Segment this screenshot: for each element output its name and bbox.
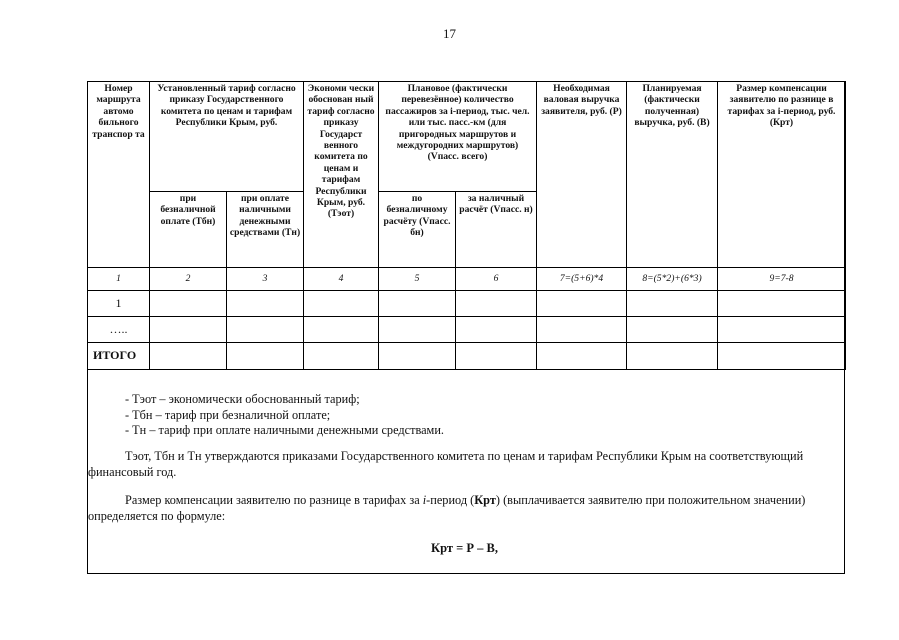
column-number: 9=7-8 bbox=[718, 268, 846, 291]
header-tariff-cash: при оплате наличными денежными средствами (Тн) bbox=[227, 192, 304, 268]
table-cell bbox=[537, 317, 627, 343]
table-cell bbox=[227, 291, 304, 317]
column-number: 7=(5+6)*4 bbox=[537, 268, 627, 291]
table-cell bbox=[150, 291, 227, 317]
header-econ-tariff: Экономи чески обоснован ный тариф согласно приказу Государст венного комитета по ценам и тарифам Республики Крым, руб. (Тэот) bbox=[304, 82, 379, 268]
column-number: 4 bbox=[304, 268, 379, 291]
row-label: ….. bbox=[88, 317, 150, 343]
formula: Крт = Р – В, bbox=[431, 541, 498, 555]
table-cell bbox=[379, 317, 456, 343]
header-route-number: Номер маршрута автомо бильного транспор та bbox=[88, 82, 150, 268]
total-label: ИТОГО bbox=[88, 343, 150, 370]
table-cell bbox=[537, 291, 627, 317]
table-cell bbox=[627, 343, 718, 370]
column-number: 1 bbox=[88, 268, 150, 291]
header-compensation: Размер компенсации заявителю по разнице в тарифах за i-период, руб. (Крт) bbox=[718, 82, 846, 268]
table-cell bbox=[537, 343, 627, 370]
header-passengers: Плановое (фактически перевезённое) количество пассажиров за i-период, тыс. чел. или тыс. пасс.-км (для пригородных маршрутов и междугородних маршрутов) (Vпасс. всего) bbox=[379, 82, 537, 192]
table-cell bbox=[718, 343, 846, 370]
column-number: 5 bbox=[379, 268, 456, 291]
table-cell bbox=[304, 343, 379, 370]
header-gross-revenue: Необходимая валовая выручка заявителя, руб. (Р) bbox=[537, 82, 627, 268]
table-cell bbox=[456, 343, 537, 370]
legend-item: - Тбн – тариф при безналичной оплате; bbox=[125, 407, 331, 422]
approval-text: Тэот, Тбн и Тн утверждаются приказами Государственного комитета по ценам и тарифам Республики Крым на соответствующий финансовый год. bbox=[88, 449, 804, 479]
text-run: Размер компенсации заявителю по разнице в тарифах за bbox=[125, 493, 423, 507]
column-number: 8=(5*2)+(6*3) bbox=[627, 268, 718, 291]
page-number: 17 bbox=[443, 26, 456, 41]
table-cell bbox=[150, 317, 227, 343]
legend-item: - Тн – тариф при оплате наличными денежными средствами. bbox=[125, 423, 444, 437]
table-cell bbox=[627, 317, 718, 343]
column-number: 3 bbox=[227, 268, 304, 291]
table-cell bbox=[304, 317, 379, 343]
text-run-italic: i bbox=[422, 493, 427, 507]
legend-list bbox=[125, 392, 825, 439]
row-label: 1 bbox=[88, 291, 150, 317]
table-cell bbox=[718, 317, 846, 343]
table-cell bbox=[456, 291, 537, 317]
table-cell bbox=[627, 291, 718, 317]
table-cell bbox=[304, 291, 379, 317]
table-cell bbox=[379, 291, 456, 317]
text-run-bold: Крт bbox=[474, 493, 496, 507]
table-cell bbox=[150, 343, 227, 370]
header-planned-revenue: Планируемая (фактически полученная) выручка, руб. (В) bbox=[627, 82, 718, 268]
text-run: ) (выплачивается заявителю при положительном значении) определяется по формуле: bbox=[88, 493, 806, 523]
text-run: -период ( bbox=[426, 493, 475, 507]
table-cell bbox=[718, 291, 846, 317]
header-tariff-cashless: при безналичной оплате (Тбн) bbox=[150, 192, 227, 268]
table-cell bbox=[227, 343, 304, 370]
approval-paragraph bbox=[88, 449, 850, 480]
header-pass-cashless: по безналичному расчёту (Vпасс. бн) bbox=[379, 192, 456, 268]
column-number: 2 bbox=[150, 268, 227, 291]
table-cell bbox=[379, 343, 456, 370]
table-cell bbox=[227, 317, 304, 343]
table-cell bbox=[456, 317, 537, 343]
column-number: 6 bbox=[456, 268, 537, 291]
formula-intro-paragraph bbox=[88, 493, 850, 524]
header-pass-cash: за наличный расчёт (Vпасс. н) bbox=[456, 192, 537, 268]
header-set-tariff: Установленный тариф согласно приказу Государственного комитета по ценам и тарифам Республики Крым, руб. bbox=[150, 82, 304, 192]
legend-item: - Тэот – экономически обоснованный тариф; bbox=[125, 392, 360, 406]
compensation-table bbox=[87, 81, 846, 370]
formula-intro-text bbox=[88, 493, 844, 524]
